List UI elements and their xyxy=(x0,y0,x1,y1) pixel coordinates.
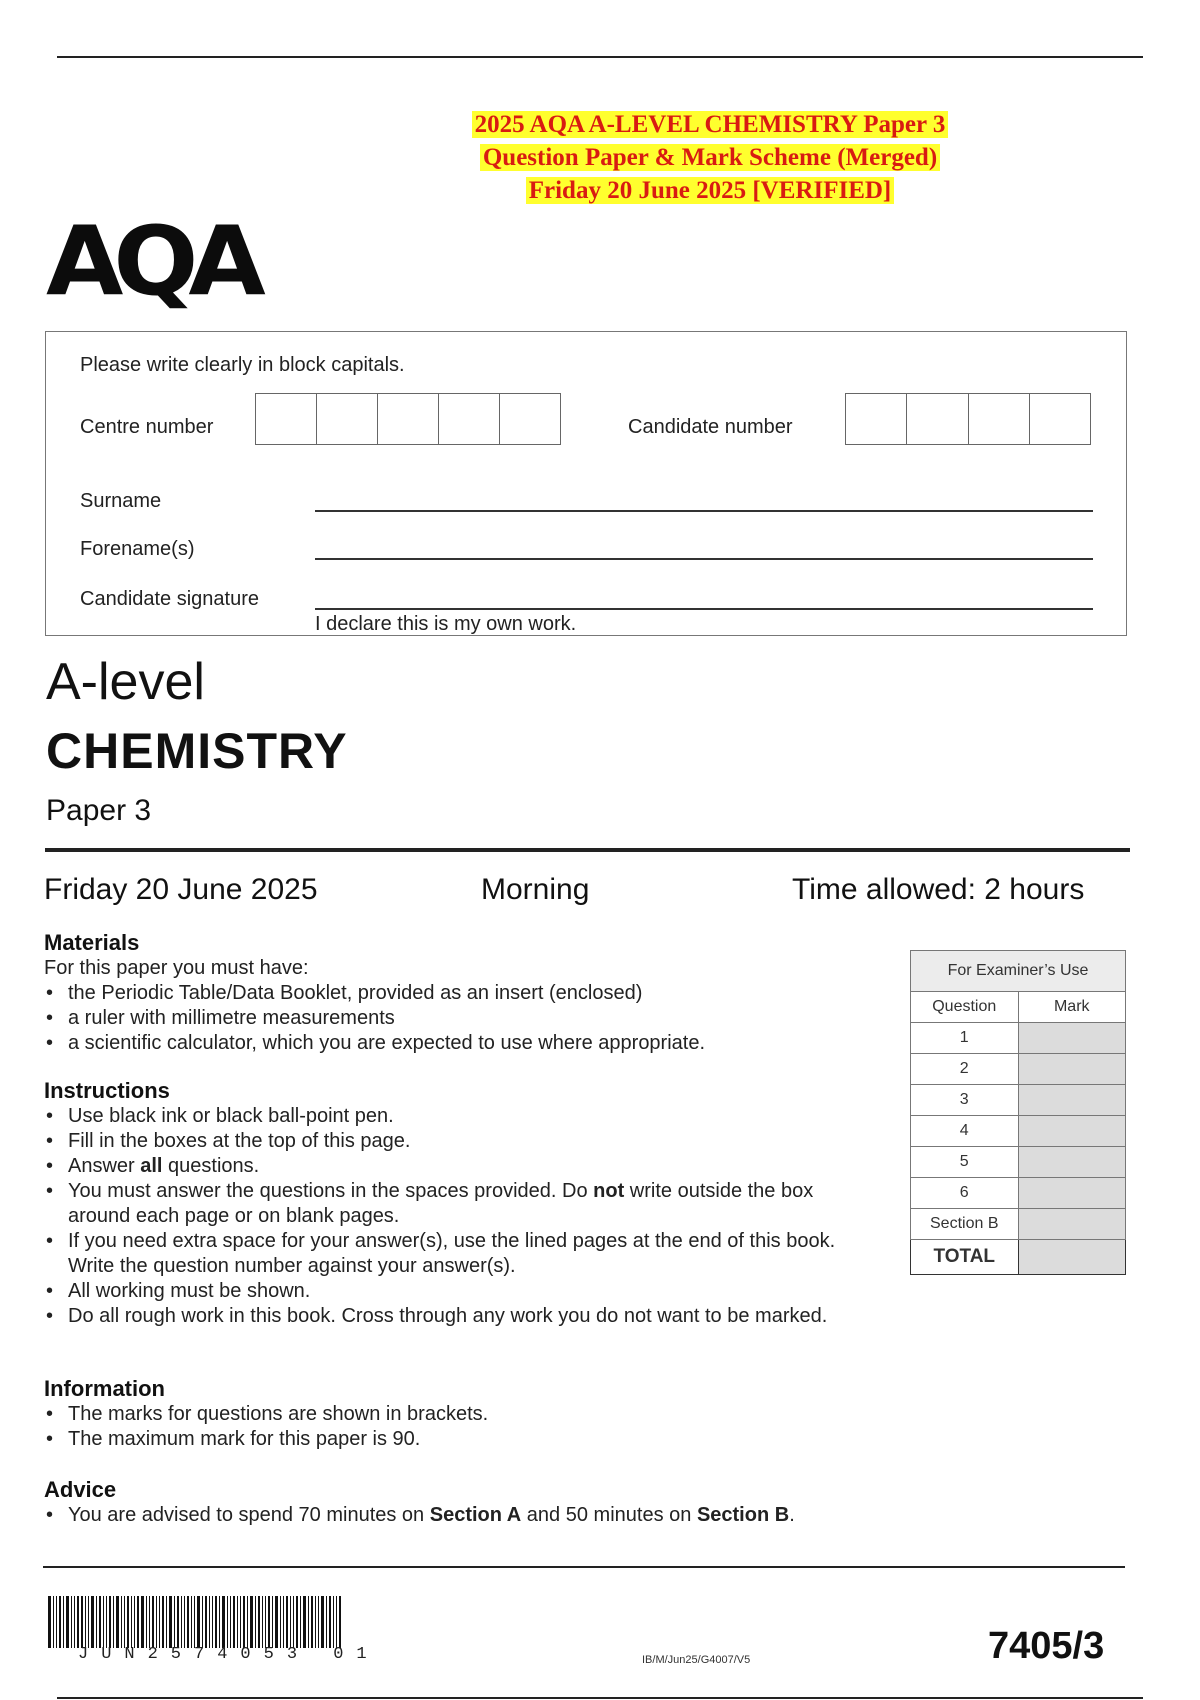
mark-cell xyxy=(1018,1147,1126,1178)
instruction-item: • Do all rough work in this book. Cross through any work you do not want to be marked. xyxy=(44,1304,874,1329)
barcode-bar xyxy=(280,1596,281,1648)
barcode-bar xyxy=(247,1596,248,1648)
forename-input-line[interactable] xyxy=(315,558,1093,560)
information-heading: Information xyxy=(44,1376,165,1401)
surname-input-line[interactable] xyxy=(315,510,1093,512)
question-column-header: Question xyxy=(911,992,1019,1023)
barcode-bar xyxy=(48,1596,51,1648)
barcode-bar xyxy=(275,1596,278,1648)
exam-date: Friday 20 June 2025 xyxy=(44,873,318,906)
advice-section xyxy=(44,1477,1044,1528)
document-reference: IB/M/Jun25/G4007/V5 xyxy=(642,1654,751,1666)
barcode-bar xyxy=(56,1596,57,1648)
section-a-label: Section A xyxy=(429,1504,522,1526)
centre-digit-box[interactable] xyxy=(500,394,560,444)
exam-level: A-level xyxy=(46,653,205,711)
advice-heading: Advice xyxy=(44,1477,117,1502)
barcode-bar xyxy=(219,1596,220,1648)
instruction-item: • If you need extra space for your answer(s), use the lined pages at the end of this book. Write the question number against your answer(s). xyxy=(44,1229,874,1279)
paper-code: 7405/3 xyxy=(988,1625,1105,1667)
instruction-item: • Use black ink or black ball-point pen. xyxy=(44,1104,874,1129)
barcode-bar xyxy=(106,1596,107,1648)
barcode-bar xyxy=(212,1596,213,1648)
materials-item: • the Periodic Table/Data Booklet, provided as an insert (enclosed) xyxy=(44,981,864,1006)
materials-item: • a scientific calculator, which you are expected to use where appropriate. xyxy=(44,1031,864,1056)
barcode-bar xyxy=(71,1596,72,1648)
instructions-section xyxy=(44,1078,874,1329)
barcode-bar xyxy=(91,1596,94,1648)
barcode-bar xyxy=(181,1596,182,1648)
barcode-bar xyxy=(209,1596,210,1648)
instruction-item: • All working must be shown. xyxy=(44,1279,874,1304)
emphasis-not: not xyxy=(593,1180,625,1202)
information-item: • The marks for questions are shown in brackets. xyxy=(44,1402,864,1427)
barcode-bar xyxy=(300,1596,301,1648)
barcode-bar xyxy=(318,1596,319,1648)
mark-cell xyxy=(1018,1023,1126,1054)
question-cell: 4 xyxy=(911,1116,1019,1147)
information-item: • The maximum mark for this paper is 90. xyxy=(44,1427,864,1452)
instruction-item: • Fill in the boxes at the top of this page. xyxy=(44,1129,874,1154)
barcode-bar xyxy=(149,1596,150,1648)
barcode-bar xyxy=(311,1596,313,1648)
barcode-bar xyxy=(74,1596,75,1648)
materials-item: • a ruler with millimetre measurements xyxy=(44,1006,864,1031)
title-rule xyxy=(45,848,1130,852)
barcode-bar xyxy=(141,1596,144,1648)
barcode-bar xyxy=(258,1596,260,1648)
materials-intro: For this paper you must have: xyxy=(44,957,309,979)
barcode-bar xyxy=(81,1596,83,1648)
barcode-bar xyxy=(315,1596,316,1648)
advice-text: You are advised to spend 70 minutes on xyxy=(68,1504,430,1526)
aqa-logo: AQA xyxy=(46,205,256,317)
banner-line-2: Question Paper & Mark Scheme (Merged) xyxy=(480,144,940,171)
mark-cell xyxy=(1018,1178,1126,1209)
barcode-bar xyxy=(124,1596,125,1648)
question-cell: 5 xyxy=(911,1147,1019,1178)
mark-cell xyxy=(1018,1209,1126,1240)
barcode-bar xyxy=(177,1596,179,1648)
barcode-bar xyxy=(127,1596,129,1648)
barcode-bar xyxy=(293,1596,294,1648)
time-allowed: Time allowed: 2 hours xyxy=(792,873,1085,906)
centre-digit-box[interactable] xyxy=(317,394,378,444)
barcode-bar xyxy=(162,1596,164,1648)
barcode-bar xyxy=(230,1596,231,1648)
barcode xyxy=(48,1596,458,1648)
barcode-bar xyxy=(131,1596,132,1648)
question-cell: Section B xyxy=(911,1209,1019,1240)
barcode-bar xyxy=(184,1596,185,1648)
barcode-bar xyxy=(265,1596,266,1648)
materials-heading: Materials xyxy=(44,930,140,955)
total-mark-cell xyxy=(1018,1240,1126,1275)
barcode-bar xyxy=(99,1596,101,1648)
barcode-bar xyxy=(174,1596,175,1648)
barcode-bar xyxy=(215,1596,217,1648)
question-cell: 6 xyxy=(911,1178,1019,1209)
section-b-label: Section B xyxy=(696,1504,790,1526)
barcode-bar xyxy=(85,1596,86,1648)
barcode-bar xyxy=(187,1596,189,1648)
exam-paper: Paper 3 xyxy=(46,794,152,827)
barcode-bar xyxy=(109,1596,111,1648)
instruction-item xyxy=(44,1179,874,1229)
centre-digit-box[interactable] xyxy=(439,394,500,444)
barcode-number: JUN2574053 01 xyxy=(78,1645,380,1664)
barcode-bar xyxy=(268,1596,270,1648)
centre-digit-box[interactable] xyxy=(256,394,317,444)
barcode-bar xyxy=(77,1596,79,1648)
instructions-heading: Instructions xyxy=(44,1078,170,1103)
barcode-bar xyxy=(321,1596,324,1648)
barcode-bar xyxy=(333,1596,334,1648)
candidate-digit-box[interactable] xyxy=(1030,394,1090,444)
barcode-bar xyxy=(121,1596,122,1648)
total-label: TOTAL xyxy=(911,1240,1019,1275)
top-rule xyxy=(57,56,1143,58)
instruction-text: You must answer the questions in the spaces provided. Do xyxy=(68,1180,594,1202)
barcode-bar xyxy=(237,1596,238,1648)
mark-cell xyxy=(1018,1085,1126,1116)
barcode-bar xyxy=(308,1596,309,1648)
instruction-text: Answer xyxy=(68,1155,141,1177)
centre-digit-box[interactable] xyxy=(378,394,439,444)
candidate-number-boxes[interactable] xyxy=(845,393,1091,445)
question-cell: 2 xyxy=(911,1054,1019,1085)
signature-label: Candidate signature xyxy=(80,588,260,610)
barcode-bar xyxy=(326,1596,327,1648)
barcode-bar xyxy=(63,1596,64,1648)
barcode-bar xyxy=(240,1596,241,1648)
barcode-bar xyxy=(197,1596,200,1648)
mark-column-header: Mark xyxy=(1018,992,1126,1023)
exam-session: Morning xyxy=(481,873,590,906)
barcode-bar xyxy=(296,1596,298,1648)
exam-subject: CHEMISTRY xyxy=(46,723,348,779)
advice-text: . xyxy=(789,1504,795,1526)
bottom-rule xyxy=(57,1697,1143,1699)
title-banner xyxy=(440,108,980,207)
footer-rule xyxy=(43,1566,1125,1568)
candidate-digit-box[interactable] xyxy=(907,394,968,444)
barcode-bar xyxy=(103,1596,104,1648)
banner-line-1: 2025 AQA A-LEVEL CHEMISTRY Paper 3 xyxy=(472,111,949,138)
forename-label: Forename(s) xyxy=(80,538,195,560)
barcode-bar xyxy=(202,1596,203,1648)
examiners-use-table xyxy=(910,950,1126,1275)
barcode-bar xyxy=(290,1596,291,1648)
materials-section xyxy=(44,930,864,1056)
barcode-bar xyxy=(227,1596,228,1648)
barcode-bar xyxy=(66,1596,69,1648)
barcode-bar xyxy=(152,1596,154,1648)
barcode-bar xyxy=(283,1596,284,1648)
barcode-bar xyxy=(243,1596,245,1648)
advice-text: and 50 minutes on xyxy=(521,1504,697,1526)
centre-number-label: Centre number xyxy=(80,416,214,438)
barcode-bar xyxy=(134,1596,135,1648)
barcode-bar xyxy=(250,1596,253,1648)
barcode-bar xyxy=(205,1596,207,1648)
barcode-bar xyxy=(53,1596,54,1648)
barcode-bar xyxy=(88,1596,89,1648)
advice-item xyxy=(44,1503,1044,1528)
barcode-bar xyxy=(169,1596,172,1648)
candidate-number-label: Candidate number xyxy=(628,416,793,438)
surname-label: Surname xyxy=(80,490,162,512)
barcode-bar xyxy=(286,1596,288,1648)
candidate-digit-box[interactable] xyxy=(846,394,907,444)
barcode-bar xyxy=(116,1596,119,1648)
barcode-bar xyxy=(303,1596,306,1648)
emphasis-all: all xyxy=(140,1155,163,1177)
question-cell: 1 xyxy=(911,1023,1019,1054)
mark-cell xyxy=(1018,1116,1126,1147)
barcode-bar xyxy=(255,1596,256,1648)
signature-input-line[interactable] xyxy=(315,608,1093,610)
barcode-bar xyxy=(222,1596,225,1648)
barcode-bar xyxy=(194,1596,195,1648)
barcode-bar xyxy=(166,1596,167,1648)
instruction-text: questions. xyxy=(162,1155,260,1177)
barcode-bar xyxy=(137,1596,139,1648)
barcode-bar xyxy=(113,1596,114,1648)
barcode-bar xyxy=(159,1596,160,1648)
barcode-bar xyxy=(156,1596,157,1648)
barcode-bar xyxy=(336,1596,337,1648)
instruction-text: write outside the box around each page or on blank pages. xyxy=(68,1180,814,1227)
barcode-bar xyxy=(191,1596,192,1648)
declaration-text: I declare this is my own work. xyxy=(315,613,577,635)
barcode-bar xyxy=(339,1596,341,1648)
centre-number-boxes[interactable] xyxy=(255,393,561,445)
information-section xyxy=(44,1376,864,1452)
mark-cell xyxy=(1018,1054,1126,1085)
candidate-digit-box[interactable] xyxy=(969,394,1030,444)
barcode-bar xyxy=(233,1596,235,1648)
barcode-bar xyxy=(59,1596,61,1648)
instruction-item xyxy=(44,1154,874,1179)
barcode-bar xyxy=(96,1596,97,1648)
banner-line-3: Friday 20 June 2025 [VERIFIED] xyxy=(526,177,895,204)
barcode-bar xyxy=(146,1596,147,1648)
barcode-bar xyxy=(272,1596,273,1648)
examiners-use-title: For Examiner’s Use xyxy=(911,951,1126,992)
question-cell: 3 xyxy=(911,1085,1019,1116)
block-capitals-instruction: Please write clearly in block capitals. xyxy=(80,354,405,376)
barcode-bar xyxy=(329,1596,331,1648)
barcode-bar xyxy=(262,1596,263,1648)
